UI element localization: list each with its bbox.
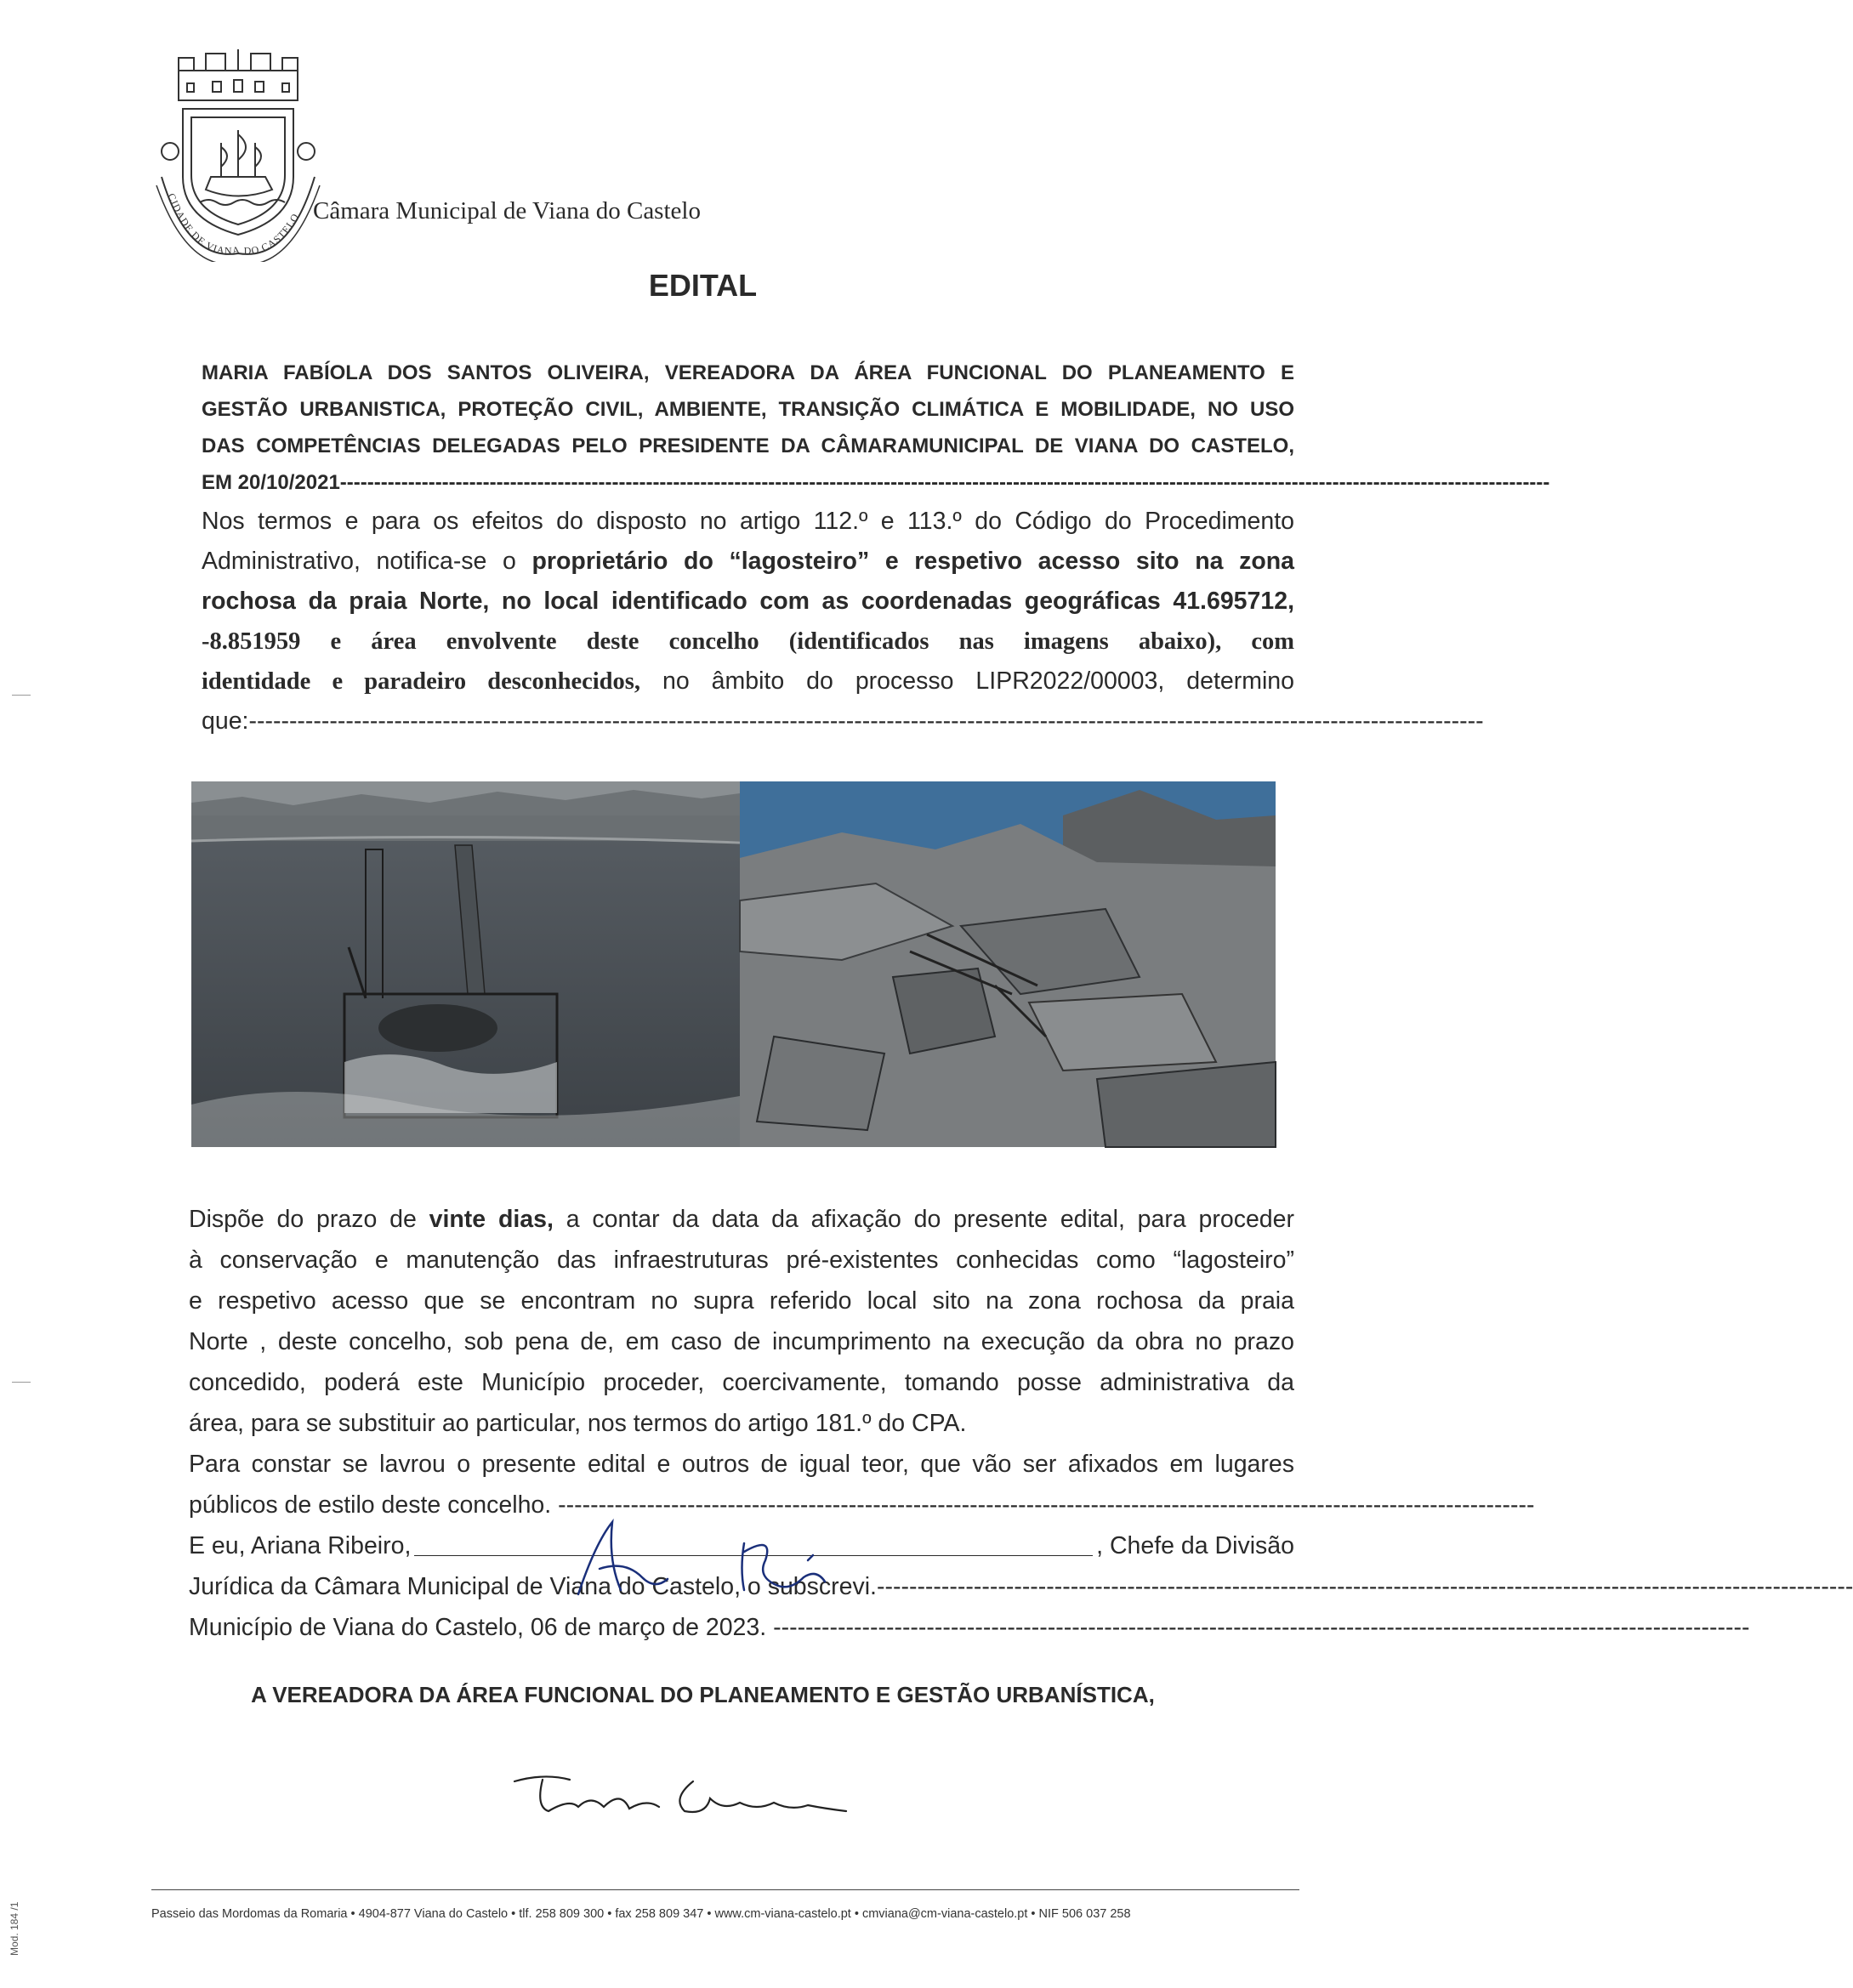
text-line bbox=[202, 662, 1294, 701]
text-line bbox=[189, 1607, 1750, 1648]
closing-signatory-title: A VEREADORA DA ÁREA FUNCIONAL DO PLANEAMENTO E GESTÃO URBANÍSTICA, bbox=[251, 1682, 1155, 1707]
text-line: Nos termos e para os efeitos do disposto no artigo 112.º e 113.º do Código do Procedimento bbox=[202, 508, 1294, 535]
dash-filler: ------------------------------------------------------------------------------------------------------------------------- bbox=[876, 1573, 1853, 1600]
crest-motto: CIDADE DE VIANA DO CASTELO bbox=[165, 191, 302, 257]
rocks-photo bbox=[740, 781, 1276, 1147]
text-line bbox=[202, 542, 1294, 582]
footer-contacts: Passeio das Mordomas da Romaria • 4904-877 Viana do Castelo • tlf. 258 809 300 • fax 258 809 347 • www.cm-viana-castelo.pt • cmviana@cm-viana-castelo.pt • NIF 506 037 258 bbox=[151, 1907, 1131, 1921]
text-line: à conservação e manutenção das infraestruturas pré-existentes conhecidas como “lagosteiro” bbox=[189, 1247, 1294, 1274]
margin-mark bbox=[12, 695, 31, 696]
margin-mark bbox=[12, 1382, 31, 1383]
text-line: Norte , deste concelho, sob pena de, em caso de incumprimento na execução da obra no prazo bbox=[189, 1328, 1294, 1355]
text-segment: E eu, Ariana Ribeiro, bbox=[189, 1532, 412, 1559]
text-line: área, para se substituir ao particular, nos termos do artigo 181.º do CPA. bbox=[189, 1410, 967, 1437]
preamble-date: EM 20/10/2021 bbox=[202, 471, 340, 494]
institution-name: Câmara Municipal de Viana do Castelo bbox=[313, 197, 701, 224]
preamble-line bbox=[202, 464, 1550, 501]
footer-divider bbox=[151, 1889, 1299, 1890]
text-segment: , Chefe da Divisão bbox=[1096, 1532, 1294, 1559]
preamble-line: MARIA FABÍOLA DOS SANTOS OLIVEIRA, VEREADORA DA ÁREA FUNCIONAL DO PLANEAMENTO E bbox=[202, 361, 1294, 384]
text-line: e respetivo acesso que se encontram no supra referido local sito na zona rochosa da praia bbox=[189, 1287, 1294, 1315]
text-segment: Jurídica da Câmara Municipal de Viana do Castelo, o subscrevi. bbox=[189, 1573, 877, 1600]
text-line: -8.851959 e área envolvente deste concelho (identificados nas imagens abaixo), com bbox=[202, 628, 1294, 655]
deadline-bold: vinte dias, bbox=[429, 1206, 554, 1233]
text-line: concedido, poderá este Município proceder, coercivamente, tomando posse administrativa da bbox=[189, 1369, 1294, 1396]
text-line bbox=[189, 1199, 1294, 1240]
text-segment: no âmbito do processo LIPR2022/00003, determino bbox=[640, 667, 1294, 695]
preamble bbox=[202, 355, 1550, 501]
text-segment: a contar da data da afixação do presente edital, para proceder bbox=[553, 1206, 1294, 1233]
text-segment: Administrativo, notifica-se o bbox=[202, 548, 532, 575]
document-title: EDITAL bbox=[648, 268, 758, 303]
form-code: Mod. 184 /1 bbox=[9, 1901, 20, 1956]
notice-paragraph bbox=[202, 502, 1484, 741]
identity-bold: identidade e paradeiro desconhecidos, bbox=[202, 668, 640, 695]
dash-filler: --------------------------------------------------------------------------------------------------------------------------------------------------------- bbox=[248, 707, 1484, 735]
dash-filler: ---------------------------------------------------------------------------------------------------------------------------------------------------------------------------------- bbox=[339, 471, 1550, 494]
dash-filler: ------------------------------------------------------------------------------------------------------------------------- bbox=[558, 1491, 1535, 1519]
text-segment: Dispõe do prazo de bbox=[189, 1206, 429, 1233]
owner-bold: proprietário do “lagosteiro” e respetivo acesso sito na zona bbox=[531, 548, 1294, 575]
preamble-line: GESTÃO URBANISTICA, PROTEÇÃO CIVIL, AMBIENTE, TRANSIÇÃO CLIMÁTICA E MOBILIDADE, NO USO bbox=[202, 398, 1294, 421]
text-segment: Município de Viana do Castelo, 06 de março de 2023. bbox=[189, 1614, 767, 1641]
municipal-crest bbox=[153, 49, 323, 262]
text-line: rochosa da praia Norte, no local identificado com as coordenadas geográficas 41.695712, bbox=[202, 588, 1294, 615]
text-line bbox=[202, 701, 1484, 741]
signature-subscriber bbox=[561, 1509, 850, 1603]
dash-filler: ------------------------------------------------------------------------------------------------------------------------- bbox=[773, 1614, 1750, 1641]
text-segment: que: bbox=[202, 707, 249, 735]
signature-councillor bbox=[510, 1764, 850, 1824]
text-line: Para constar se lavrou o presente edital e outros de igual teor, que vão ser afixados em lugares bbox=[189, 1451, 1294, 1478]
aerial-photo bbox=[191, 781, 740, 1147]
text-segment: públicos de estilo deste concelho. bbox=[189, 1491, 552, 1519]
preamble-line: DAS COMPETÊNCIAS DELEGADAS PELO PRESIDENTE DA CÂMARAMUNICIPAL DE VIANA DO CASTELO, bbox=[202, 435, 1294, 457]
